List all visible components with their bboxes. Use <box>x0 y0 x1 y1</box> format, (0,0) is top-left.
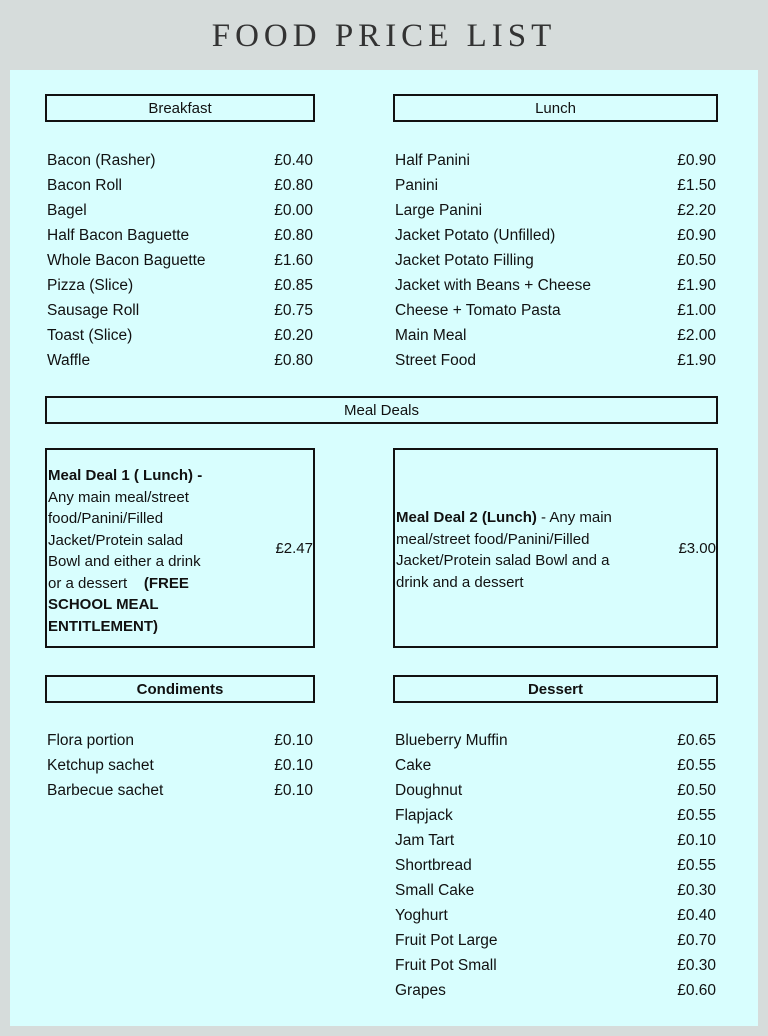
meal-deal-2-price: £3.00 <box>678 540 716 557</box>
list-item: Cake £0.55 <box>395 757 716 774</box>
list-item: Yoghurt £0.40 <box>395 907 716 924</box>
breakfast-list <box>47 148 313 373</box>
list-item: Ketchup sachet £0.10 <box>47 757 313 774</box>
list-item: Large Panini £2.20 <box>395 202 716 219</box>
list-item: Jam Tart £0.10 <box>395 832 716 849</box>
list-item: Flapjack £0.55 <box>395 807 716 824</box>
list-item: Street Food £1.90 <box>395 352 716 369</box>
list-item: Barbecue sachet £0.10 <box>47 782 313 799</box>
list-item: Doughnut £0.50 <box>395 782 716 799</box>
list-item: Whole Bacon Baguette £1.60 <box>47 252 313 269</box>
list-item: Sausage Roll £0.75 <box>47 302 313 319</box>
condiments-header: Condiments <box>45 675 315 703</box>
list-item: Bagel £0.00 <box>47 202 313 219</box>
list-item: Bacon (Rasher) £0.40 <box>47 152 313 169</box>
meal-deal-1-price: £2.47 <box>275 540 313 557</box>
list-item: Cheese + Tomato Pasta £1.00 <box>395 302 716 319</box>
list-item: Fruit Pot Small £0.30 <box>395 957 716 974</box>
list-item: Fruit Pot Large £0.70 <box>395 932 716 949</box>
list-item: Small Cake £0.30 <box>395 882 716 899</box>
list-item: Half Panini £0.90 <box>395 152 716 169</box>
list-item: Jacket Potato Filling £0.50 <box>395 252 716 269</box>
meal-deal-2-description: Meal Deal 2 (Lunch) - Any main meal/street food/Panini/Filled Jacket/Protein salad Bowl and a drink and a dessert <box>396 509 612 591</box>
list-item: Toast (Slice) £0.20 <box>47 327 313 344</box>
list-item: Panini £1.50 <box>395 177 716 194</box>
lunch-list <box>395 148 716 373</box>
list-item: Main Meal £2.00 <box>395 327 716 344</box>
condiments-list <box>47 728 313 803</box>
dessert-header: Dessert <box>393 675 718 703</box>
list-item: Half Bacon Baguette £0.80 <box>47 227 313 244</box>
breakfast-header: Breakfast <box>45 94 315 122</box>
meal-deals-header: Meal Deals <box>45 396 718 424</box>
list-item: Jacket with Beans + Cheese £1.90 <box>395 277 716 294</box>
list-item: Flora portion £0.10 <box>47 732 313 749</box>
meal-deal-1-description: Meal Deal 1 ( Lunch) - Any main meal/street food/Panini/Filled Jacket/Protein salad Bowl and either a drink or a dessert (FREE SCHOOL MEAL ENTITLEMENT) <box>48 467 203 635</box>
list-item: Grapes £0.60 <box>395 982 716 999</box>
meal-deal-1-box <box>45 448 315 648</box>
list-item: Blueberry Muffin £0.65 <box>395 732 716 749</box>
list-item: Pizza (Slice) £0.85 <box>47 277 313 294</box>
list-item: Waffle £0.80 <box>47 352 313 369</box>
lunch-header: Lunch <box>393 94 718 122</box>
page-title: FOOD PRICE LIST <box>211 18 557 54</box>
meal-deal-2-box <box>393 448 718 648</box>
list-item: Shortbread £0.55 <box>395 857 716 874</box>
list-item: Jacket Potato (Unfilled) £0.90 <box>395 227 716 244</box>
dessert-list <box>395 728 716 1003</box>
list-item: Bacon Roll £0.80 <box>47 177 313 194</box>
price-sheet <box>10 70 758 1026</box>
